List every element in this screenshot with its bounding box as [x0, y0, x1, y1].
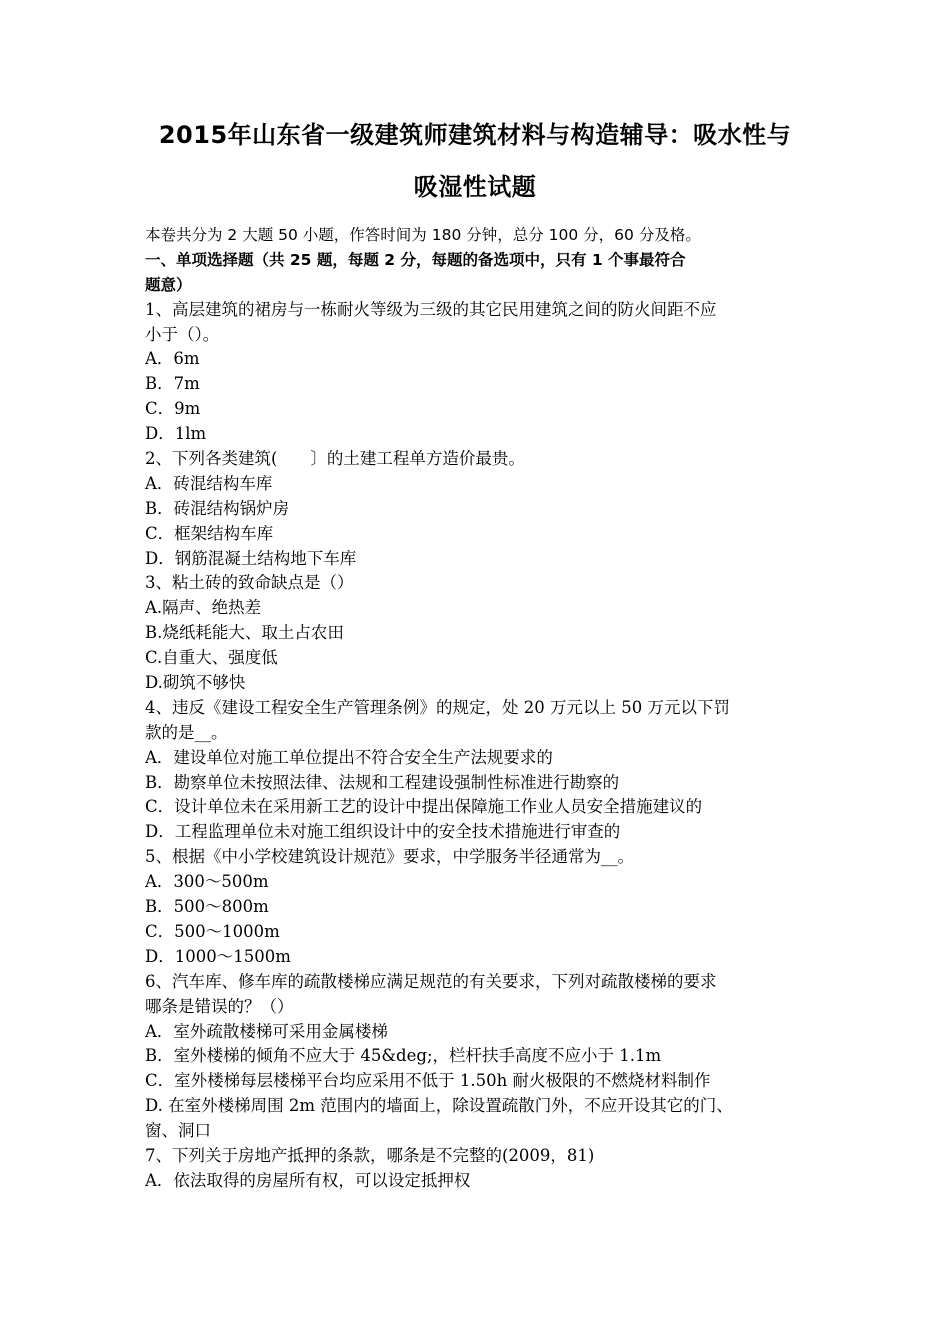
- answer-option: B．室外楼梯的倾角不应大于 45&deg;，栏杆扶手高度不应小于 1.1m: [145, 1046, 662, 1066]
- question-stem-line: 3、粘土砖的致命缺点是（）: [145, 573, 354, 593]
- answer-option: C．设计单位未在采用新工艺的设计中提出保障施工作业人员安全措施建议的: [145, 797, 703, 817]
- question-stem-line: 6、汽车库、修车库的疏散楼梯应满足规范的有关要求，下列对疏散楼梯的要求: [145, 971, 717, 991]
- answer-option: A．建设单位对施工单位提出不符合安全生产法规要求的: [145, 747, 553, 767]
- answer-option: C．500～1000m: [145, 921, 280, 941]
- exam-intro: 本卷共分为 2 大题 50 小题，作答时间为 180 分钟，总分 100 分，60 分及格。: [145, 226, 701, 244]
- answer-option: A.隔声、绝热差: [145, 598, 262, 618]
- answer-option: D.砌筑不够快: [145, 673, 246, 693]
- question-item: [145, 447, 810, 571]
- answer-option: B．勘察单位未按照法律、法规和工程建设强制性标准进行勘察的: [145, 772, 620, 792]
- question-stem-line: 7、下列关于房地产抵押的条款，哪条是不完整的(2009，81): [145, 1145, 595, 1165]
- section-heading-line-1: 一、单项选择题（共 25 题，每题 2 分，每题的备选项中，只有 1 个事最符合: [145, 250, 686, 269]
- answer-option: D．工程监理单位未对施工组织设计中的安全技术措施进行审查的: [145, 822, 621, 842]
- answer-option: C．框架结构车库: [145, 523, 274, 543]
- answer-option: 窗、洞口: [145, 1121, 211, 1141]
- question-stem-line: 2、下列各类建筑( 〕的土建工程单方造价最贵。: [145, 449, 525, 469]
- question-item: [145, 970, 810, 1144]
- answer-option: B．7m: [145, 374, 200, 394]
- question-item: [145, 845, 810, 969]
- document-title-line-1: 2015年山东省一级建筑师建筑材料与构造辅导：吸水性与: [158, 121, 792, 149]
- answer-option: C.自重大、强度低: [145, 648, 278, 668]
- answer-option: A．300～500m: [145, 872, 269, 892]
- question-stem-line: 5、根据《中小学校建筑设计规范》要求，中学服务半径通常为__。: [145, 847, 634, 867]
- answer-option: D．1000～1500m: [145, 946, 291, 966]
- answer-option: B．砖混结构锅炉房: [145, 498, 290, 518]
- answer-option: D. 在室外楼梯周围 2m 范围内的墙面上，除设置疏散门外，不应开设其它的门、: [145, 1096, 733, 1116]
- question-stem-line: 4、违反《建设工程安全生产管理条例》的规定，处 20 万元以上 50 万元以下罚: [145, 697, 730, 717]
- answer-option: A．6m: [145, 349, 200, 369]
- question-stem-line: 1、高层建筑的裙房与一栋耐火等级为三级的其它民用建筑之间的防火间距不应: [145, 299, 717, 319]
- question-stem-line: 小于（）。: [145, 324, 220, 344]
- answer-option: B.烧纸耗能大、取土占农田: [145, 623, 344, 643]
- answer-option: A．室外疏散楼梯可采用金属楼梯: [145, 1021, 388, 1041]
- answer-option: B．500～800m: [145, 897, 269, 917]
- question-item: [145, 298, 810, 447]
- question-item: [145, 696, 810, 845]
- question-item: [145, 571, 810, 695]
- section-heading-line-2: 题意）: [145, 275, 192, 294]
- answer-option: C．室外楼梯每层楼梯平台均应采用不低于 1.50h 耐火极限的不燃烧材料制作: [145, 1071, 711, 1091]
- question-stem-line: 哪条是错误的？（）: [145, 996, 294, 1016]
- answer-option: A．依法取得的房屋所有权，可以设定抵押权: [145, 1170, 471, 1190]
- question-item: [145, 1144, 810, 1194]
- answer-option: D．1lm: [145, 424, 207, 444]
- answer-option: C．9m: [145, 399, 201, 419]
- answer-option: A．砖混结构车库: [145, 473, 273, 493]
- question-list: [145, 298, 810, 1194]
- answer-option: D．钢筋混凝土结构地下车库: [145, 548, 357, 568]
- document-title-line-2: 吸湿性试题: [413, 173, 537, 201]
- document-body: [145, 223, 810, 1194]
- question-stem-line: 款的是__。: [145, 722, 228, 742]
